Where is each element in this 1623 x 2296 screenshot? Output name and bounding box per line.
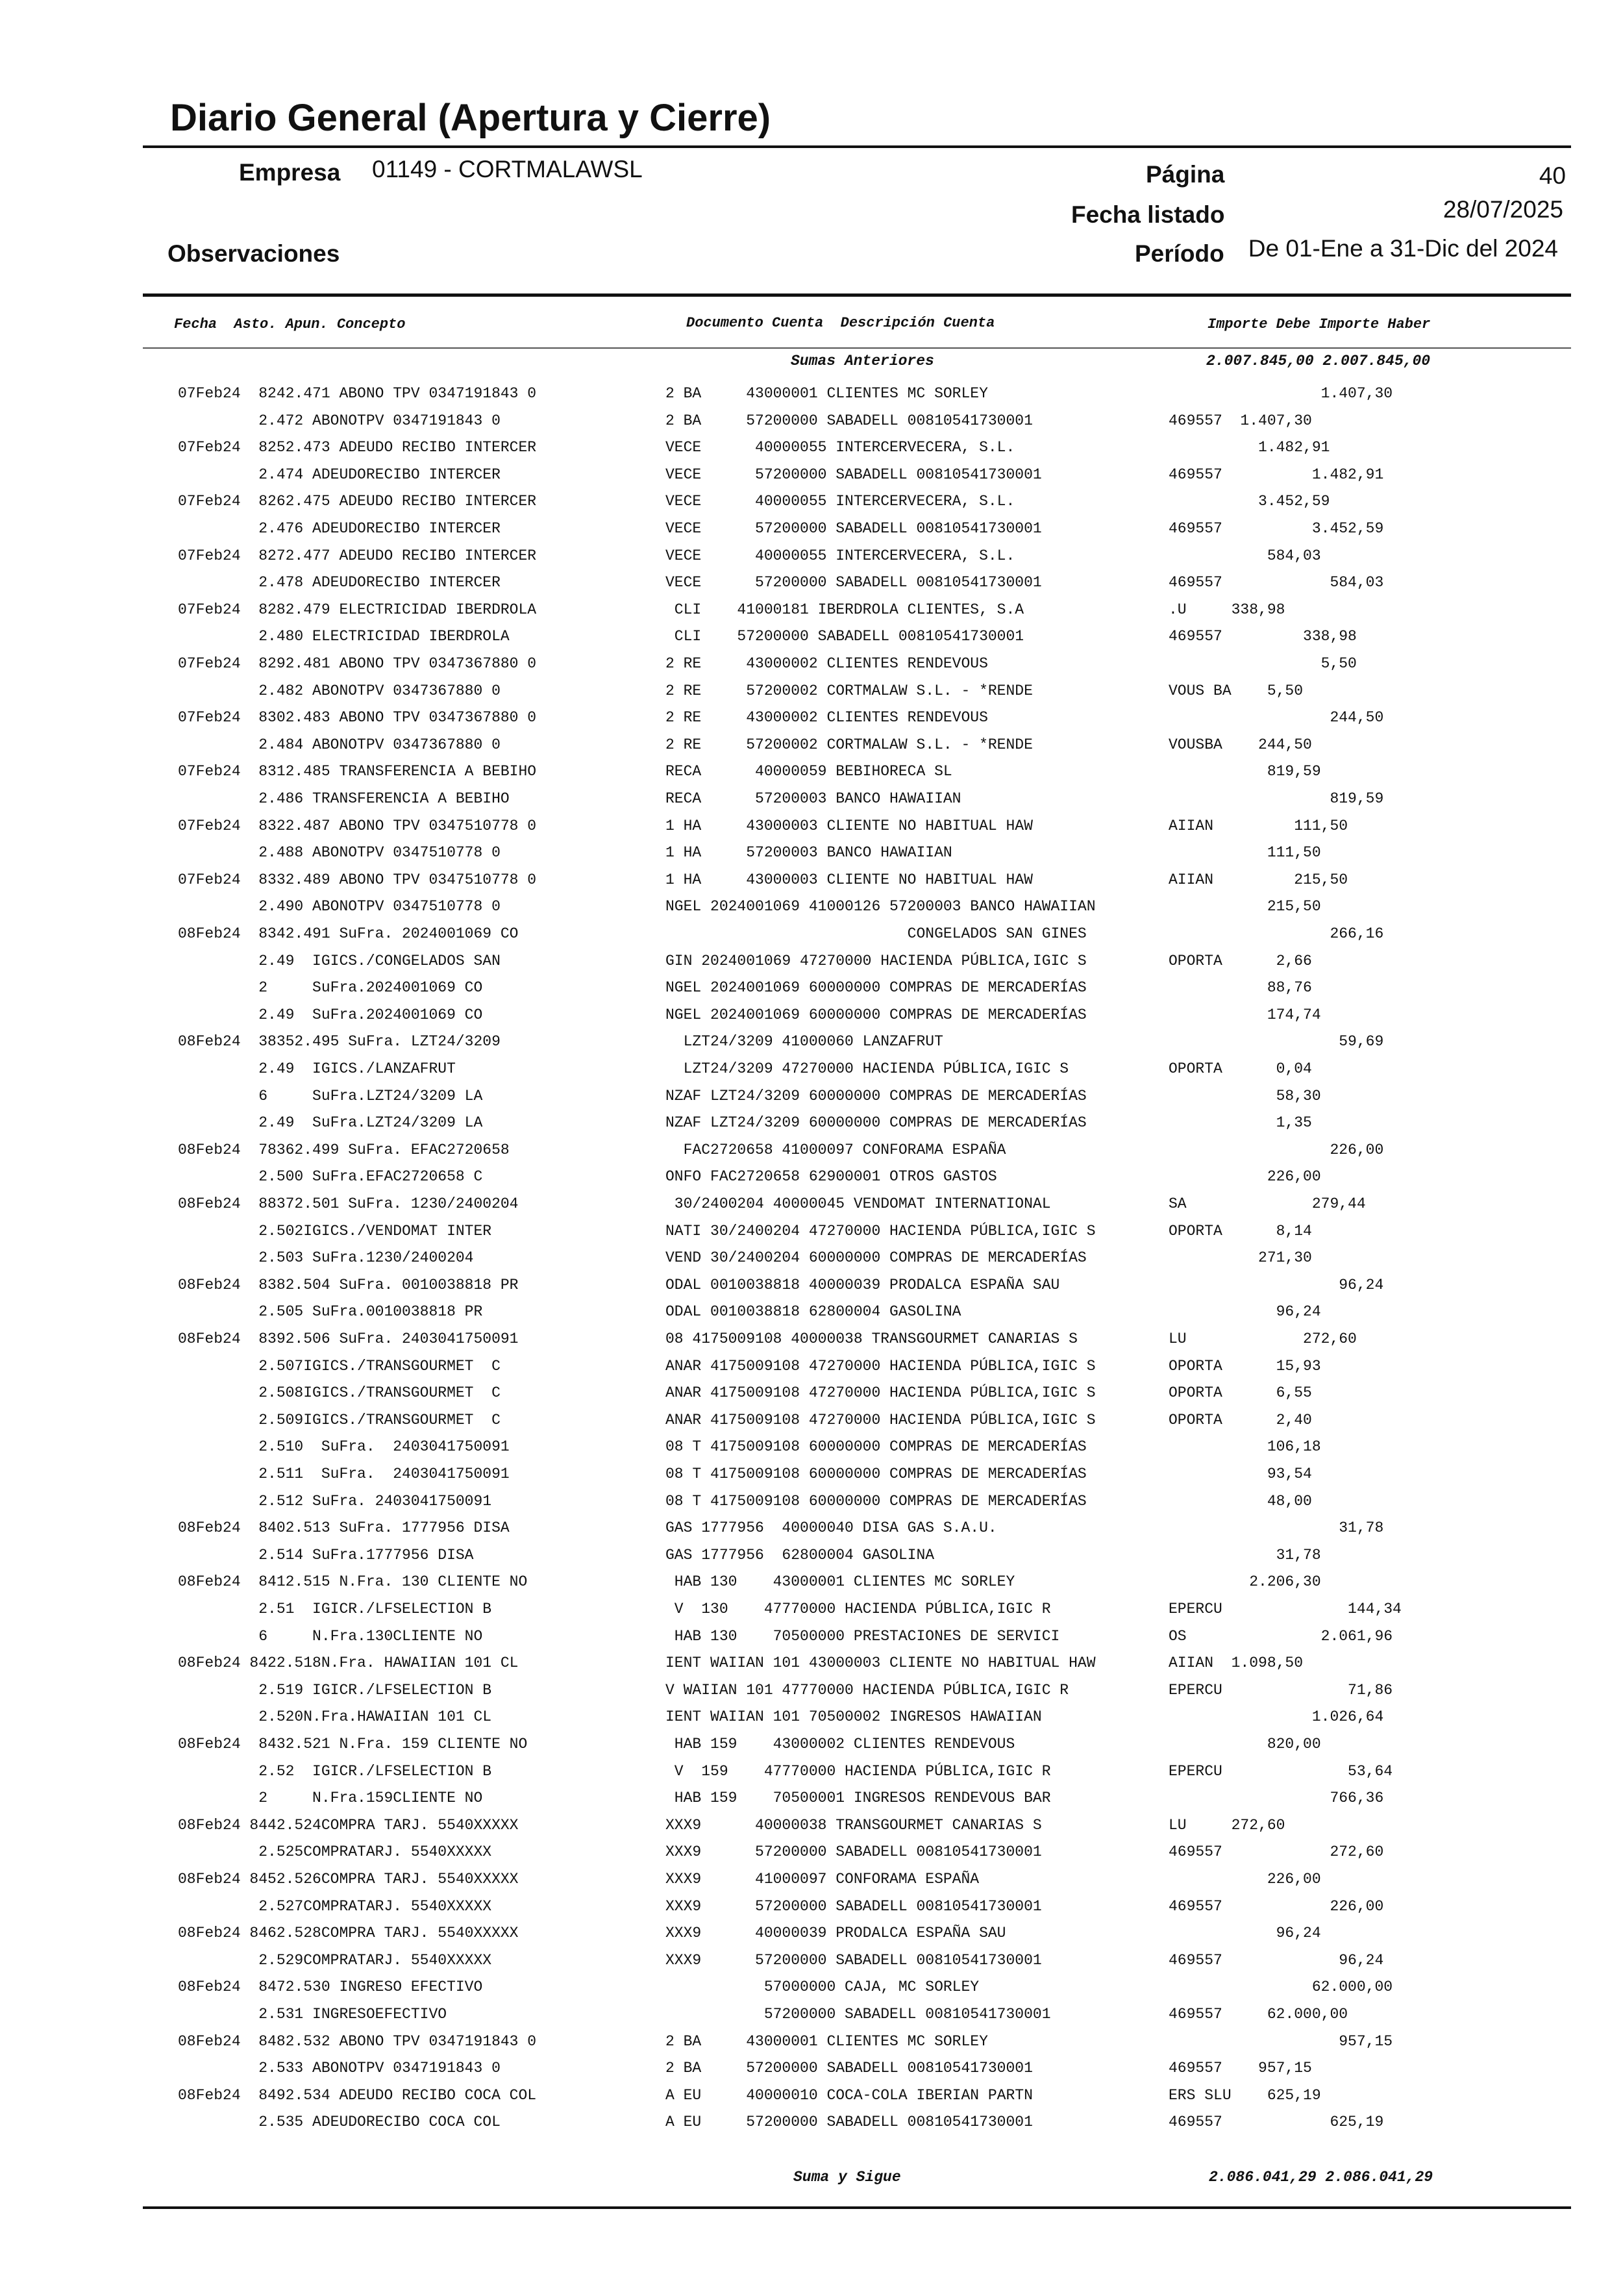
entry-concepto: 2.505 SuFra.0010038818 PR <box>178 1303 483 1320</box>
entry-importe: 819,59 <box>1169 790 1384 807</box>
entry-cuenta: V 130 47770000 HACIENDA PÚBLICA,IGIC R <box>665 1601 1051 1617</box>
entry-cuenta: VECE 57200000 SABADELL 00810541730001 <box>665 520 1042 537</box>
entry-cuenta: XXX9 40000038 TRANSGOURMET CANARIAS S <box>665 1817 1042 1834</box>
entry-cuenta: VECE 57200000 SABADELL 00810541730001 <box>665 574 1042 591</box>
entry-importe: 1.482,91 <box>1169 439 1330 456</box>
entry-concepto: 07Feb24 8322.487 ABONO TPV 0347510778 0 <box>178 817 537 834</box>
entry-importe: OS 2.061,96 <box>1169 1628 1393 1645</box>
title-rule <box>143 145 1571 148</box>
page-title: Diario General (Apertura y Cierre) <box>170 97 771 139</box>
entry-concepto: 07Feb24 8332.489 ABONO TPV 0347510778 0 <box>178 871 537 888</box>
sumas-anteriores-values: 2.007.845,00 2.007.845,00 <box>1206 353 1431 369</box>
entry-concepto: 2.488 ABONOTPV 0347510778 0 <box>178 844 501 861</box>
entry-cuenta: NZAF LZT24/3209 60000000 COMPRAS DE MERCADERÍAS <box>665 1088 1087 1104</box>
entry-concepto: 08Feb24 8442.524COMPRA TARJ. 5540XXXXX <box>178 1817 519 1834</box>
entry-cuenta: 30/2400204 40000045 VENDOMAT INTERNATIONAL <box>665 1195 1051 1212</box>
entry-importe: 31,78 <box>1169 1547 1321 1564</box>
header-rule <box>143 293 1571 297</box>
entry-importe: 88,76 <box>1169 979 1312 996</box>
entry-concepto: 07Feb24 8302.483 ABONO TPV 0347367880 0 <box>178 709 537 726</box>
entry-importe: VOUS BA 5,50 <box>1169 682 1304 699</box>
empresa-label: Empresa <box>239 159 341 186</box>
entry-concepto: 2.535 ADEUDORECIBO COCA COL <box>178 2114 501 2130</box>
entry-cuenta: CONGELADOS SAN GINES <box>665 925 1087 942</box>
entry-importe: 271,30 <box>1169 1249 1312 1266</box>
entry-importe: 59,69 <box>1169 1033 1384 1050</box>
entry-cuenta: NATI 30/2400204 47270000 HACIENDA PÚBLICA,IGIC S <box>665 1223 1096 1240</box>
entry-concepto: 2.511 SuFra. 2403041750091 <box>178 1466 510 1482</box>
entry-importe: OPORTA 0,04 <box>1169 1060 1312 1077</box>
entry-cuenta: CLI 41000181 IBERDROLA CLIENTES, S.A <box>665 601 1024 618</box>
entry-importe: 106,18 <box>1169 1438 1321 1455</box>
entry-cuenta: 08 T 4175009108 60000000 COMPRAS DE MERCADERÍAS <box>665 1493 1087 1510</box>
entry-importe: 469557 96,24 <box>1169 1952 1384 1969</box>
entry-importe: 469557 62.000,00 <box>1169 2006 1348 2023</box>
entry-concepto: 2.508IGICS./TRANSGOURMET C <box>178 1384 501 1401</box>
entry-concepto: 2.482 ABONOTPV 0347367880 0 <box>178 682 501 699</box>
entry-cuenta: VECE 40000055 INTERCERVECERA, S.L. <box>665 439 1015 456</box>
entry-cuenta: LZT24/3209 41000060 LANZAFRUT <box>665 1033 943 1050</box>
entry-concepto: 2.474 ADEUDORECIBO INTERCER <box>178 466 501 483</box>
entry-cuenta: V WAIIAN 101 47770000 HACIENDA PÚBLICA,IGIC R <box>665 1682 1069 1699</box>
entry-cuenta: XXX9 40000039 PRODALCA ESPAÑA SAU <box>665 1925 1006 1941</box>
entry-cuenta: 2 RE 43000002 CLIENTES RENDEVOUS <box>665 709 988 726</box>
entry-importe: 1.026,64 <box>1169 1708 1384 1725</box>
entry-concepto: 2.486 TRANSFERENCIA A BEBIHO <box>178 790 510 807</box>
entry-cuenta: GIN 2024001069 47270000 HACIENDA PÚBLICA,IGIC S <box>665 953 1087 969</box>
entry-cuenta: VECE 40000055 INTERCERVECERA, S.L. <box>665 547 1015 564</box>
entry-importe: 111,50 <box>1169 844 1321 861</box>
entry-importe: 766,36 <box>1169 1790 1384 1806</box>
entry-importe: 469557 1.482,91 <box>1169 466 1384 483</box>
entry-cuenta: A EU 57200000 SABADELL 00810541730001 <box>665 2114 1033 2130</box>
entry-cuenta: 08 T 4175009108 60000000 COMPRAS DE MERCADERÍAS <box>665 1438 1087 1455</box>
entry-cuenta: ODAL 0010038818 62800004 GASOLINA <box>665 1303 961 1320</box>
entry-cuenta: 57200000 SABADELL 00810541730001 <box>665 2006 1051 2023</box>
entry-concepto: 2.49 IGICS./LANZAFRUT <box>178 1060 456 1077</box>
pagina-value: 40 <box>1539 162 1566 189</box>
entry-concepto: 2.519 IGICR./LFSELECTION B <box>178 1682 492 1699</box>
entry-importe: 96,24 <box>1169 1277 1384 1293</box>
entry-importe: AIIAN 215,50 <box>1169 871 1348 888</box>
entry-importe: 469557 338,98 <box>1169 628 1357 645</box>
entry-concepto: 07Feb24 8292.481 ABONO TPV 0347367880 0 <box>178 655 537 672</box>
entry-cuenta: 57000000 CAJA, MC SORLEY <box>665 1978 980 1995</box>
entry-cuenta: FAC2720658 41000097 CONFORAMA ESPAÑA <box>665 1142 1006 1158</box>
entry-concepto: 2.529COMPRATARJ. 5540XXXXX <box>178 1952 492 1969</box>
entry-cuenta: NGEL 2024001069 41000126 57200003 BANCO HAWAIIAN <box>665 898 1096 915</box>
entry-cuenta: 08 T 4175009108 60000000 COMPRAS DE MERCADERÍAS <box>665 1466 1087 1482</box>
entry-importe: 266,16 <box>1169 925 1384 942</box>
entry-concepto: 08Feb24 8452.526COMPRA TARJ. 5540XXXXX <box>178 1871 519 1888</box>
entry-cuenta: XXX9 57200000 SABADELL 00810541730001 <box>665 1898 1042 1915</box>
entry-importe: EPERCU 53,64 <box>1169 1763 1393 1780</box>
entry-concepto: 07Feb24 8242.471 ABONO TPV 0347191843 0 <box>178 385 537 402</box>
entry-cuenta: NZAF LZT24/3209 60000000 COMPRAS DE MERCADERÍAS <box>665 1114 1087 1131</box>
entry-importe: SA 279,44 <box>1169 1195 1366 1212</box>
suma-y-sigue-label: Suma y Sigue <box>793 2169 901 2186</box>
entry-concepto: 2.480 ELECTRICIDAD IBERDROLA <box>178 628 510 645</box>
entry-concepto: 2.509IGICS./TRANSGOURMET C <box>178 1412 501 1429</box>
entry-cuenta: IENT WAIIAN 101 43000003 CLIENTE NO HABITUAL HAW <box>665 1654 1096 1671</box>
entry-importe: 469557 957,15 <box>1169 2060 1312 2077</box>
entry-cuenta: RECA 40000059 BEBIHORECA SL <box>665 763 952 780</box>
entry-concepto: 2.531 INGRESOEFECTIVO <box>178 2006 447 2023</box>
entry-importe: 48,00 <box>1169 1493 1312 1510</box>
entry-importe: EPERCU 144,34 <box>1169 1601 1402 1617</box>
entry-importe: 1,35 <box>1169 1114 1312 1131</box>
entry-importe: 93,54 <box>1169 1466 1312 1482</box>
entry-concepto: 2.478 ADEUDORECIBO INTERCER <box>178 574 501 591</box>
entry-cuenta: HAB 159 70500001 INGRESOS RENDEVOUS BAR <box>665 1790 1051 1806</box>
entry-importe: LU 272,60 <box>1169 1817 1285 1834</box>
entry-cuenta: GAS 1777956 62800004 GASOLINA <box>665 1547 935 1564</box>
fecha-listado-value: 28/07/2025 <box>1443 196 1563 223</box>
entry-cuenta: XXX9 57200000 SABADELL 00810541730001 <box>665 1843 1042 1860</box>
entry-importe: 58,30 <box>1169 1088 1321 1104</box>
entry-cuenta: 2 RE 43000002 CLIENTES RENDEVOUS <box>665 655 988 672</box>
entry-concepto: 08Feb24 38352.495 SuFra. LZT24/3209 <box>178 1033 501 1050</box>
entry-concepto: 2.500 SuFra.EFAC2720658 C <box>178 1168 483 1185</box>
entry-importe: 174,74 <box>1169 1006 1321 1023</box>
entry-concepto: 07Feb24 8272.477 ADEUDO RECIBO INTERCER <box>178 547 537 564</box>
entry-cuenta: 2 BA 43000001 CLIENTES MC SORLEY <box>665 385 988 402</box>
entry-cuenta: ONFO FAC2720658 62900001 OTROS GASTOS <box>665 1168 997 1185</box>
sumas-anteriores-label: Sumas Anteriores <box>791 353 934 369</box>
entry-cuenta: LZT24/3209 47270000 HACIENDA PÚBLICA,IGIC S <box>665 1060 1069 1077</box>
entry-importe: 3.452,59 <box>1169 493 1330 510</box>
entry-importe: 215,50 <box>1169 898 1321 915</box>
entry-concepto: 2.503 SuFra.1230/2400204 <box>178 1249 474 1266</box>
entry-cuenta: VEND 30/2400204 60000000 COMPRAS DE MERCADERÍAS <box>665 1249 1087 1266</box>
entry-cuenta: HAB 130 43000001 CLIENTES MC SORLEY <box>665 1573 1015 1590</box>
entry-concepto: 2 N.Fra.159CLIENTE NO <box>178 1790 483 1806</box>
entry-importe: 469557 625,19 <box>1169 2114 1384 2130</box>
entry-cuenta: GAS 1777956 40000040 DISA GAS S.A.U. <box>665 1519 997 1536</box>
entry-importe: 5,50 <box>1169 655 1357 672</box>
entry-concepto: 2.512 SuFra. 2403041750091 <box>178 1493 492 1510</box>
entry-cuenta: HAB 130 70500000 PRESTACIONES DE SERVICI <box>665 1628 1060 1645</box>
entry-importe: AIIAN 111,50 <box>1169 817 1348 834</box>
entry-importe: VOUSBA 244,50 <box>1169 736 1312 753</box>
entry-concepto: 2.507IGICS./TRANSGOURMET C <box>178 1358 501 1375</box>
entry-concepto: 2.49 SuFra.2024001069 CO <box>178 1006 483 1023</box>
entry-importe: 469557 226,00 <box>1169 1898 1384 1915</box>
entry-importe: 2.206,30 <box>1169 1573 1321 1590</box>
entry-concepto: 2.49 IGICS./CONGELADOS SAN <box>178 953 501 969</box>
entry-concepto: 08Feb24 8492.534 ADEUDO RECIBO COCA COL <box>178 2087 537 2104</box>
entry-importe: 62.000,00 <box>1169 1978 1393 1995</box>
entry-cuenta: 2 RE 57200002 CORTMALAW S.L. - *RENDE <box>665 736 1033 753</box>
entry-importe: 469557 584,03 <box>1169 574 1384 591</box>
entry-concepto: 2.472 ABONOTPV 0347191843 0 <box>178 412 501 429</box>
entry-importe: ERS SLU 625,19 <box>1169 2087 1321 2104</box>
entry-concepto: 08Feb24 8412.515 N.Fra. 130 CLIENTE NO <box>178 1573 528 1590</box>
entry-concepto: 07Feb24 8262.475 ADEUDO RECIBO INTERCER <box>178 493 537 510</box>
entry-concepto: 08Feb24 8422.518N.Fra. HAWAIIAN 101 CL <box>178 1654 519 1671</box>
entry-cuenta: V 159 47770000 HACIENDA PÚBLICA,IGIC R <box>665 1763 1051 1780</box>
entry-concepto: 08Feb24 8472.530 INGRESO EFECTIVO <box>178 1978 483 1995</box>
periodo-label: Período <box>1135 240 1224 267</box>
entry-concepto: 2.525COMPRATARJ. 5540XXXXX <box>178 1843 492 1860</box>
entry-concepto: 07Feb24 8252.473 ADEUDO RECIBO INTERCER <box>178 439 537 456</box>
entry-cuenta: VECE 40000055 INTERCERVECERA, S.L. <box>665 493 1015 510</box>
entry-importe: AIIAN 1.098,50 <box>1169 1654 1304 1671</box>
entry-cuenta: 08 4175009108 40000038 TRANSGOURMET CANARIAS S <box>665 1330 1078 1347</box>
entry-importe: 469557 272,60 <box>1169 1843 1384 1860</box>
column-header-left: Fecha Asto. Apun. Concepto <box>174 316 406 332</box>
entry-importe: OPORTA 2,40 <box>1169 1412 1312 1429</box>
entry-importe: 820,00 <box>1169 1736 1321 1753</box>
entry-cuenta: NGEL 2024001069 60000000 COMPRAS DE MERCADERÍAS <box>665 1006 1087 1023</box>
observaciones-label: Observaciones <box>167 240 340 267</box>
column-header-middle: Documento Cuenta Descripción Cuenta <box>686 315 995 331</box>
entry-cuenta: XXX9 57200000 SABADELL 00810541730001 <box>665 1952 1042 1969</box>
entry-cuenta: NGEL 2024001069 60000000 COMPRAS DE MERCADERÍAS <box>665 979 1087 996</box>
entry-importe: EPERCU 71,86 <box>1169 1682 1393 1699</box>
entry-importe: 31,78 <box>1169 1519 1384 1536</box>
entry-concepto: 2.533 ABONOTPV 0347191843 0 <box>178 2060 501 2077</box>
entry-concepto: 2.520N.Fra.HAWAIIAN 101 CL <box>178 1708 492 1725</box>
entry-concepto: 08Feb24 8482.532 ABONO TPV 0347191843 0 <box>178 2033 537 2050</box>
entry-importe: 244,50 <box>1169 709 1384 726</box>
entry-importe: OPORTA 2,66 <box>1169 953 1312 969</box>
periodo-value: De 01-Ene a 31-Dic del 2024 <box>1248 235 1558 262</box>
entry-importe: 584,03 <box>1169 547 1321 564</box>
entry-importe: 957,15 <box>1169 2033 1393 2050</box>
entry-cuenta: IENT WAIIAN 101 70500002 INGRESOS HAWAIIAN <box>665 1708 1042 1725</box>
entry-cuenta: XXX9 41000097 CONFORAMA ESPAÑA <box>665 1871 980 1888</box>
entry-concepto: 08Feb24 78362.499 SuFra. EFAC2720658 <box>178 1142 510 1158</box>
entry-cuenta: 2 BA 57200000 SABADELL 00810541730001 <box>665 2060 1033 2077</box>
entry-concepto: 07Feb24 8312.485 TRANSFERENCIA A BEBIHO <box>178 763 537 780</box>
entry-cuenta: RECA 57200003 BANCO HAWAIIAN <box>665 790 961 807</box>
entry-importe: LU 272,60 <box>1169 1330 1357 1347</box>
column-header-rule <box>143 347 1571 349</box>
entry-importe: 226,00 <box>1169 1168 1321 1185</box>
entry-importe: 226,00 <box>1169 1142 1384 1158</box>
entry-concepto: 08Feb24 8432.521 N.Fra. 159 CLIENTE NO <box>178 1736 528 1753</box>
entry-concepto: 08Feb24 88372.501 SuFra. 1230/2400204 <box>178 1195 519 1212</box>
entry-concepto: 6 N.Fra.130CLIENTE NO <box>178 1628 483 1645</box>
fecha-listado-label: Fecha listado <box>1071 201 1225 228</box>
entry-concepto: 2.49 SuFra.LZT24/3209 LA <box>178 1114 483 1131</box>
entry-concepto: 2.510 SuFra. 2403041750091 <box>178 1438 510 1455</box>
entry-importe: 469557 1.407,30 <box>1169 412 1312 429</box>
entry-cuenta: 2 BA 57200000 SABADELL 00810541730001 <box>665 412 1033 429</box>
entry-cuenta: VECE 57200000 SABADELL 00810541730001 <box>665 466 1042 483</box>
entry-cuenta: A EU 40000010 COCA-COLA IBERIAN PARTN <box>665 2087 1033 2104</box>
entry-cuenta: ANAR 4175009108 47270000 HACIENDA PÚBLICA,IGIC S <box>665 1384 1096 1401</box>
entry-concepto: 08Feb24 8392.506 SuFra. 2403041750091 <box>178 1330 519 1347</box>
entry-cuenta: CLI 57200000 SABADELL 00810541730001 <box>665 628 1024 645</box>
entry-concepto: 08Feb24 8382.504 SuFra. 0010038818 PR <box>178 1277 519 1293</box>
entry-concepto: 2.490 ABONOTPV 0347510778 0 <box>178 898 501 915</box>
entry-cuenta: 2 RE 57200002 CORTMALAW S.L. - *RENDE <box>665 682 1033 699</box>
pagina-label: Página <box>1146 161 1225 188</box>
entry-concepto: 08Feb24 8462.528COMPRA TARJ. 5540XXXXX <box>178 1925 519 1941</box>
entry-cuenta: 1 HA 43000003 CLIENTE NO HABITUAL HAW <box>665 817 1033 834</box>
entry-concepto: 2.476 ADEUDORECIBO INTERCER <box>178 520 501 537</box>
entry-concepto: 2 SuFra.2024001069 CO <box>178 979 483 996</box>
entry-importe: 819,59 <box>1169 763 1321 780</box>
footer-rule <box>143 2206 1571 2209</box>
entry-concepto: 07Feb24 8282.479 ELECTRICIDAD IBERDROLA <box>178 601 537 618</box>
entry-cuenta: HAB 159 43000002 CLIENTES RENDEVOUS <box>665 1736 1015 1753</box>
entry-concepto: 2.527COMPRATARJ. 5540XXXXX <box>178 1898 492 1915</box>
entry-cuenta: ANAR 4175009108 47270000 HACIENDA PÚBLICA,IGIC S <box>665 1358 1096 1375</box>
entry-importe: OPORTA 6,55 <box>1169 1384 1312 1401</box>
entry-cuenta: ODAL 0010038818 40000039 PRODALCA ESPAÑA SAU <box>665 1277 1060 1293</box>
entry-cuenta: ANAR 4175009108 47270000 HACIENDA PÚBLICA,IGIC S <box>665 1412 1096 1429</box>
entry-concepto: 08Feb24 8402.513 SuFra. 1777956 DISA <box>178 1519 510 1536</box>
entry-importe: OPORTA 15,93 <box>1169 1358 1321 1375</box>
entry-importe: 1.407,30 <box>1169 385 1393 402</box>
entry-concepto: 08Feb24 8342.491 SuFra. 2024001069 CO <box>178 925 519 942</box>
entry-importe: 96,24 <box>1169 1303 1321 1320</box>
empresa-value: 01149 - CORTMALAWSL <box>372 156 643 182</box>
entry-importe: 96,24 <box>1169 1925 1321 1941</box>
entry-importe: OPORTA 8,14 <box>1169 1223 1312 1240</box>
entry-cuenta: 1 HA 57200003 BANCO HAWAIIAN <box>665 844 952 861</box>
suma-y-sigue-values: 2.086.041,29 2.086.041,29 <box>1209 2169 1433 2186</box>
entry-importe: .U 338,98 <box>1169 601 1285 618</box>
entry-importe: 226,00 <box>1169 1871 1321 1888</box>
entry-concepto: 2.51 IGICR./LFSELECTION B <box>178 1601 492 1617</box>
entry-concepto: 2.484 ABONOTPV 0347367880 0 <box>178 736 501 753</box>
entry-concepto: 2.502IGICS./VENDOMAT INTER <box>178 1223 492 1240</box>
entry-cuenta: 2 BA 43000001 CLIENTES MC SORLEY <box>665 2033 988 2050</box>
entry-concepto: 2.52 IGICR./LFSELECTION B <box>178 1763 492 1780</box>
entry-concepto: 6 SuFra.LZT24/3209 LA <box>178 1088 483 1104</box>
entry-cuenta: 1 HA 43000003 CLIENTE NO HABITUAL HAW <box>665 871 1033 888</box>
column-header-right: Importe Debe Importe Haber <box>1208 316 1431 332</box>
entry-concepto: 2.514 SuFra.1777956 DISA <box>178 1547 474 1564</box>
entry-importe: 469557 3.452,59 <box>1169 520 1384 537</box>
